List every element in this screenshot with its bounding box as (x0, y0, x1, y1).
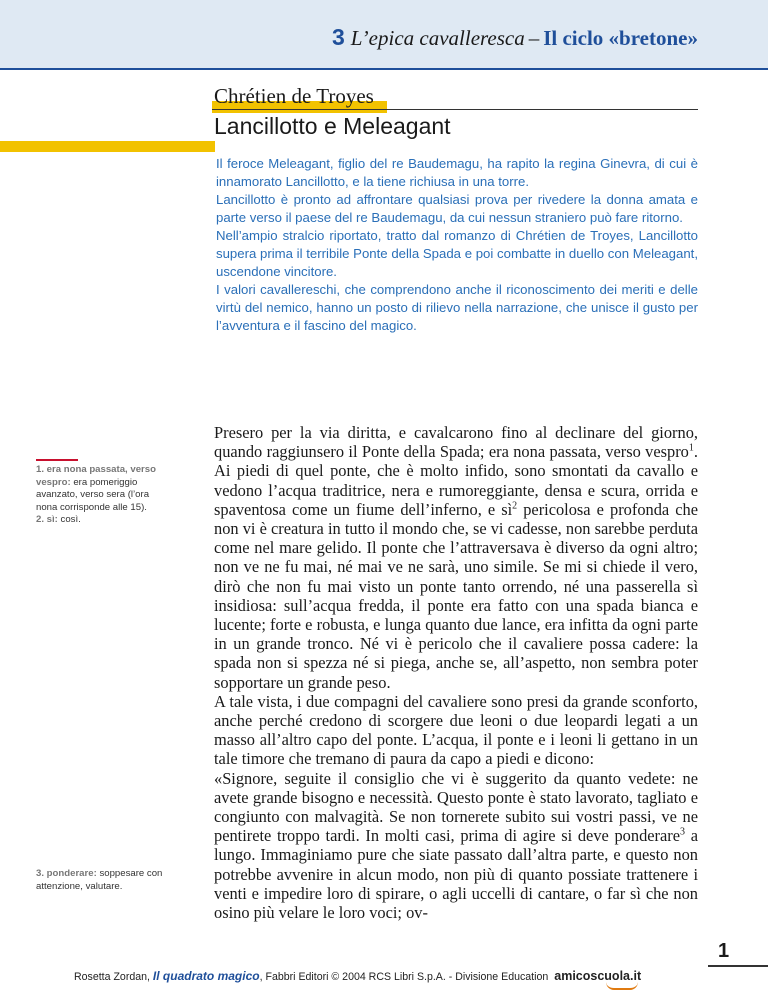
logo-text: amicoscuola.it (554, 969, 642, 983)
footnote-3 (36, 868, 170, 893)
title-highlight (0, 141, 215, 152)
footnotes-top (36, 459, 170, 527)
footnote-2 (36, 514, 170, 527)
body-text-span: pericolosa e profonda che non vi è creatura in tutto il mondo che, se vi cadesse, non sarebbe perduta come nel mare gelido. Il ponte che l’attraversava è diverso da ogni altro; non ve ne fu mai, né mai ve ne sarà, uno simile. Se mi si chiede il vero, dirò che non fu mai visto un ponte tanto orrendo, né una passerella sì insidiosa: sull’acqua fredda, il ponte era fatto con una spada bianca e lucente; forte e robusta, e lunga quanto due lance, era infitta da ogni parte in un grande tronco. Né vi è pericolo che il cavaliere possa cadere: la spada non si spezza né si piega, anche se, all’aspetto, non sembra poter sopportare un grande peso. (214, 499, 698, 692)
footnote-text: soppesare con attenzione, valutare. (36, 868, 163, 892)
body-text-span: «Signore, seguite il consiglio che vi è suggerito da quanto vedete: ne avete grande bisogno e necessità. Questo ponte è stato lavorato, tagliato e congiunto con malvagità. Se non tornerete subito sui vostri passi, ve ne pentirete troppo tardi. In molti casi, prima di agire si deve ponderare (214, 768, 698, 846)
footer (74, 969, 641, 983)
logo-swoosh-icon (606, 982, 638, 990)
body-text-span: Presero per la via diritta, e cavalcarono fino al declinare del giorno, quando raggiunsero il Ponte della Spada; era nona passata, verso vespro (214, 423, 698, 462)
author-name: Chrétien de Troyes (214, 84, 374, 108)
body-paragraph (214, 423, 698, 692)
footnotes-bottom (36, 868, 170, 893)
footnote-ref: 1 (688, 442, 694, 454)
footnote-text: era pomeriggio avanzato, verso sera (l’ora nona corrisponde alle 15). (36, 476, 150, 513)
chapter-separator: – (528, 26, 540, 50)
footer-author: Rosetta Zordan, (74, 971, 153, 983)
intro-paragraph: Il feroce Meleagant, figlio del re Baudemagu, ha rapito la regina Ginevra, di cui è innamorato Lancillotto, e la tiene richiusa in una torre. (216, 156, 698, 189)
body-text-span: . Ai piedi di quel ponte, che è molto infido, sono smontati da cavallo e vedono l’acqua traditrice, nera e rumoreggiante, densa e scura, orrida e spaventosa come un fiume dell’inferno, e sì (214, 442, 698, 519)
main-text (214, 423, 698, 922)
intro-paragraph: Nell’ampio stralcio riportato, tratto dal romanzo di Chrétien de Troyes, Lancillotto supera prima il terribile Ponte della Spada e poi combatte in duello con Meleagant, uscendone vincitore. (216, 228, 698, 279)
header-rule (0, 68, 768, 70)
footer-publisher: , Fabbri Editori © 2004 RCS Libri S.p.A. - Divisione Education (259, 971, 549, 983)
amicoscuola-logo (554, 969, 641, 983)
footnote-term: 2. sì: (36, 514, 58, 525)
footnote-1 (36, 464, 170, 514)
footnote-term: 3. ponderare: (36, 868, 97, 879)
page-number: 1 (718, 940, 730, 962)
footnote-ref: 3 (680, 826, 686, 838)
footnote-term: 1. era nona passata, verso vespro: (36, 464, 156, 488)
page-title: Lancillotto e Meleagant (214, 113, 451, 139)
footnote-text: così. (57, 514, 81, 525)
footer-series: Il quadrato magico (152, 969, 260, 983)
intro-text (216, 155, 698, 335)
chapter-header (332, 24, 698, 51)
body-paragraph: A tale vista, i due compagni del cavaliere sono presi da grande sconforto, anche perché credono di scorgere due leoni o due leopardi legati a un masso all’altro capo del ponte. L’acqua, il ponte e i leoni li gettano in un tale timore che tremano di paura da capo a piedi e dicono: (214, 691, 698, 769)
body-text-span: a lungo. Immaginiamo pure che siate passato dall’altra parte, e questo non potrebbe avvenire in alcun modo, non più di quanto possiate trattenere i venti e impedire loro di spirare, o agli uccelli di cantare, o far sì che non osino più velare le loro voci; ov- (214, 826, 698, 923)
chapter-number: 3 (331, 24, 345, 50)
body-paragraph (214, 769, 698, 923)
author-rule (212, 109, 698, 110)
footnote-rule (36, 459, 78, 461)
intro-paragraph: I valori cavallereschi, che comprendono anche il riconoscimento dei meriti e delle virtù del nemico, hanno un posto di rilievo nella narrazione, che unisce il gusto per l’avventura e il fascino del magico. (216, 282, 698, 333)
chapter-title: L’epica cavalleresca (350, 26, 525, 50)
page-number-rule (708, 965, 768, 967)
footnote-ref: 2 (512, 500, 518, 512)
chapter-subtitle: Il ciclo «bretone» (543, 26, 698, 50)
intro-paragraph: Lancillotto è pronto ad affrontare qualsiasi prova per rivedere la donna amata e parte verso il paese del re Baudemagu, da cui nessun straniero può fare ritorno. (216, 192, 698, 225)
